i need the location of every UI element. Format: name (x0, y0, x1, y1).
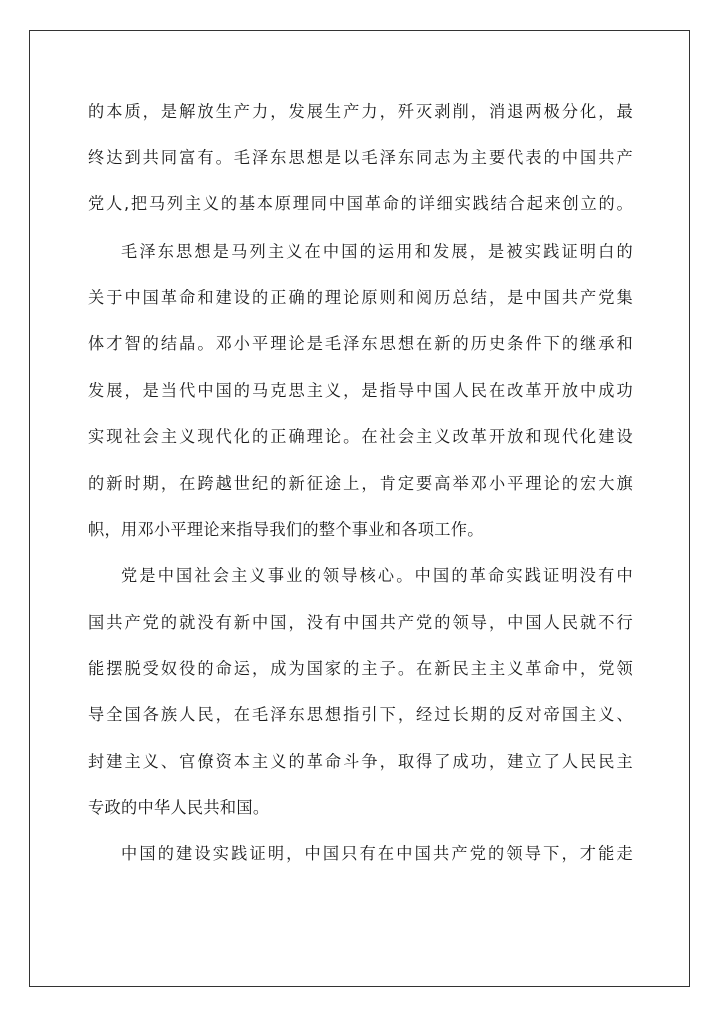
text-line: 的新时期，在跨越世纪的新征途上，肯定要高举邓小平理论的宏大旗 (88, 474, 633, 493)
text-line: 导全国各族人民，在毛泽东思想指引下，经过长期的反对帝国主义、 (88, 705, 633, 724)
paragraph-first-line: 中国的建设实践证明，中国只有在中国共产党的领导下，才能走 (121, 844, 633, 863)
text-line: 体才智的结晶。邓小平理论是毛泽东思想在新的历史条件下的继承和 (88, 334, 633, 353)
paragraph-first-line: 党是中国社会主义事业的领导核心。中国的革命实践证明没有中 (121, 566, 633, 585)
text-line: 关于中国革命和建设的正确的理论原则和阅历总结，是中国共产党集 (88, 288, 633, 307)
text-line: 国共产党的就没有新中国，没有中国共产党的领导，中国人民就不行 (88, 613, 633, 632)
text-line: 发展，是当代中国的马克思主义，是指导中国人民在改革开放中成功 (88, 381, 633, 400)
text-line: 终达到共同富有。毛泽东思想是以毛泽东同志为主要代表的中国共产 (88, 148, 633, 167)
paragraph-last-line: 专政的中华人民共和国。 (88, 798, 270, 817)
text-line: 的本质，是解放生产力，发展生产力，歼灭剥削，消退两极分化，最 (88, 102, 633, 121)
paragraph-first-line: 毛泽东思想是马列主义在中国的运用和发展，是被实践证明白的 (121, 242, 633, 261)
paragraph-last-line: 帜，用邓小平理论来指导我们的整个事业和各项工作。 (88, 520, 484, 539)
text-line: 实现社会主义现代化的正确理论。在社会主义改革开放和现代化建设 (88, 427, 633, 446)
text-line: 能摆脱受奴役的命运，成为国家的主子。在新民主主义革命中，党领 (88, 659, 633, 678)
text-line: 党人,把马列主义的基本原理同中国革命的详细实践结合起来创立的。 (88, 194, 633, 213)
text-line: 封建主义、官僚资本主义的革命斗争，取得了成功，建立了人民民主 (88, 752, 633, 771)
